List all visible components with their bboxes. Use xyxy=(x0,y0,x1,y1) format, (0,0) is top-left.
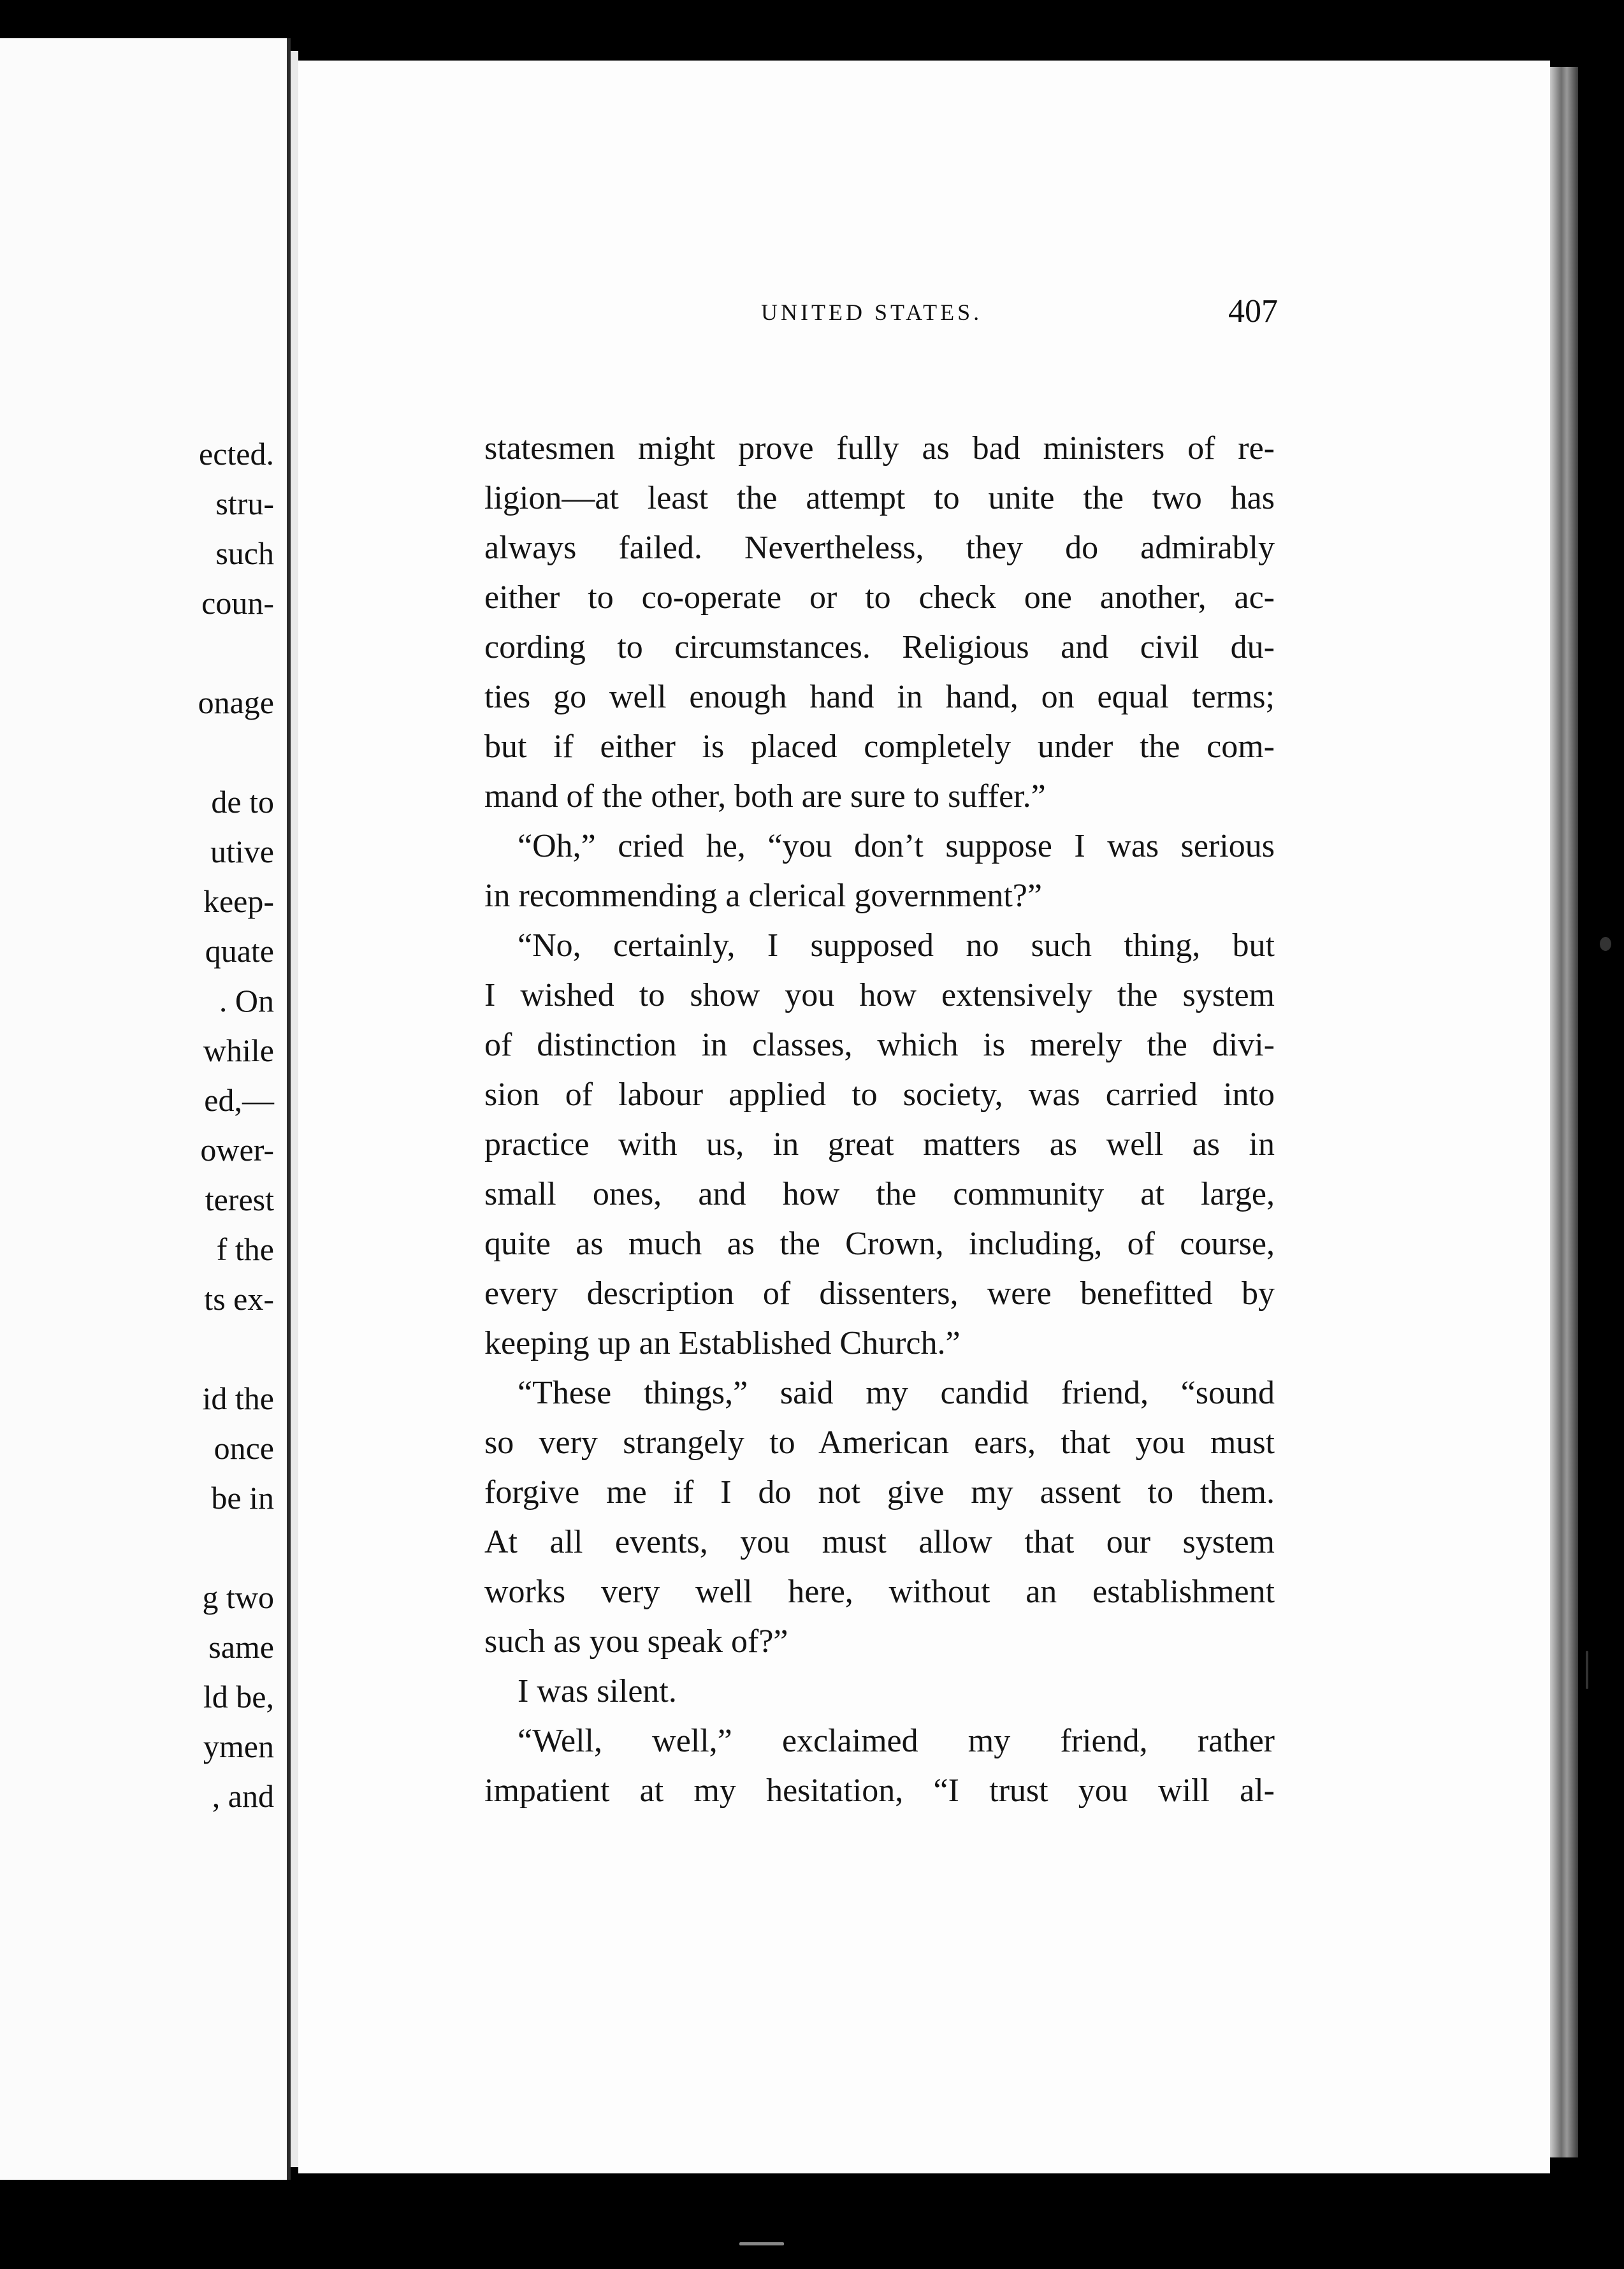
page-edge xyxy=(1550,67,1578,2157)
left-line: ts ex- xyxy=(204,1281,274,1317)
text-line: statesmen might prove fully as bad ministers of re- xyxy=(484,430,1275,467)
scan-speck xyxy=(1600,937,1611,951)
text-line: sion of labour applied to society, was carried into xyxy=(484,1077,1275,1113)
text-line: of distinction in classes, which is merely the divi- xyxy=(484,1027,1275,1063)
left-page-text xyxy=(0,38,287,2180)
left-line: same xyxy=(208,1629,274,1665)
left-line: coun- xyxy=(201,585,274,621)
page-number: 407 xyxy=(1228,293,1278,330)
left-line: while xyxy=(203,1033,274,1068)
left-line: such xyxy=(215,535,274,571)
left-line: onage xyxy=(198,685,274,720)
book-gutter xyxy=(291,51,298,2167)
text-line: At all events, you must allow that our system xyxy=(484,1524,1275,1560)
left-line: ected. xyxy=(199,436,274,472)
left-line: stru- xyxy=(215,486,274,521)
text-line: either to co-operate or to check one another, ac- xyxy=(484,579,1275,616)
left-line: f the xyxy=(216,1231,274,1267)
left-line: ed,— xyxy=(204,1082,274,1118)
scan-speck xyxy=(1586,1651,1588,1689)
left-line: id the xyxy=(202,1381,274,1416)
left-line: ower- xyxy=(200,1132,274,1168)
text-line: forgive me if I do not give my assent to them. xyxy=(484,1474,1275,1511)
text-line: such as you speak of?” xyxy=(484,1623,788,1660)
text-line: ligion—at least the attempt to unite the two has xyxy=(484,480,1275,516)
text-line: every description of dissenters, were benefitted by xyxy=(484,1275,1275,1312)
text-line: I wished to show you how extensively the system xyxy=(484,977,1275,1013)
left-line: de to xyxy=(211,784,274,820)
text-line: “No, certainly, I supposed no such thing, but xyxy=(518,927,1275,964)
left-line: , and xyxy=(212,1778,274,1814)
text-line: impatient at my hesitation, “I trust you will al- xyxy=(484,1772,1275,1809)
left-line: be in xyxy=(211,1480,274,1516)
running-head xyxy=(460,293,1278,344)
text-line: but if either is placed completely under the com- xyxy=(484,729,1275,765)
text-line: quite as much as the Crown, including, of course, xyxy=(484,1226,1275,1262)
text-line: “Oh,” cried he, “you don’t suppose I was serious xyxy=(518,828,1275,864)
text-line: I was silent. xyxy=(518,1673,677,1709)
left-line: ymen xyxy=(203,1729,274,1764)
left-line: utive xyxy=(210,834,274,869)
text-line: works very well here, without an establishment xyxy=(484,1574,1275,1610)
body-text xyxy=(484,424,1275,1816)
text-line: ties go well enough hand in hand, on equal terms; xyxy=(484,679,1275,715)
left-line: g two xyxy=(202,1579,274,1615)
scan-speck xyxy=(739,2242,784,2245)
text-line: keeping up an Established Church.” xyxy=(484,1325,961,1361)
left-line: quate xyxy=(205,933,274,969)
text-line: practice with us, in great matters as well as in xyxy=(484,1126,1275,1163)
left-page xyxy=(0,38,291,2180)
text-line: so very strangely to American ears, that you must xyxy=(484,1424,1275,1461)
left-line: keep- xyxy=(203,883,274,919)
text-line: small ones, and how the community at large, xyxy=(484,1176,1275,1212)
text-line: in recommending a clerical government?” xyxy=(484,878,1042,914)
running-title: UNITED STATES. xyxy=(761,300,983,325)
text-line: mand of the other, both are sure to suffer.” xyxy=(484,778,1046,815)
text-line: “Well, well,” exclaimed my friend, rather xyxy=(518,1723,1275,1759)
left-line: . On xyxy=(219,983,274,1019)
text-line: cording to circumstances. Religious and civil du- xyxy=(484,629,1275,665)
text-line: “These things,” said my candid friend, “sound xyxy=(518,1375,1275,1411)
left-line: ld be, xyxy=(203,1679,274,1714)
left-line: terest xyxy=(205,1182,274,1217)
text-line: always failed. Nevertheless, they do admirably xyxy=(484,530,1275,566)
left-line: once xyxy=(214,1430,274,1466)
